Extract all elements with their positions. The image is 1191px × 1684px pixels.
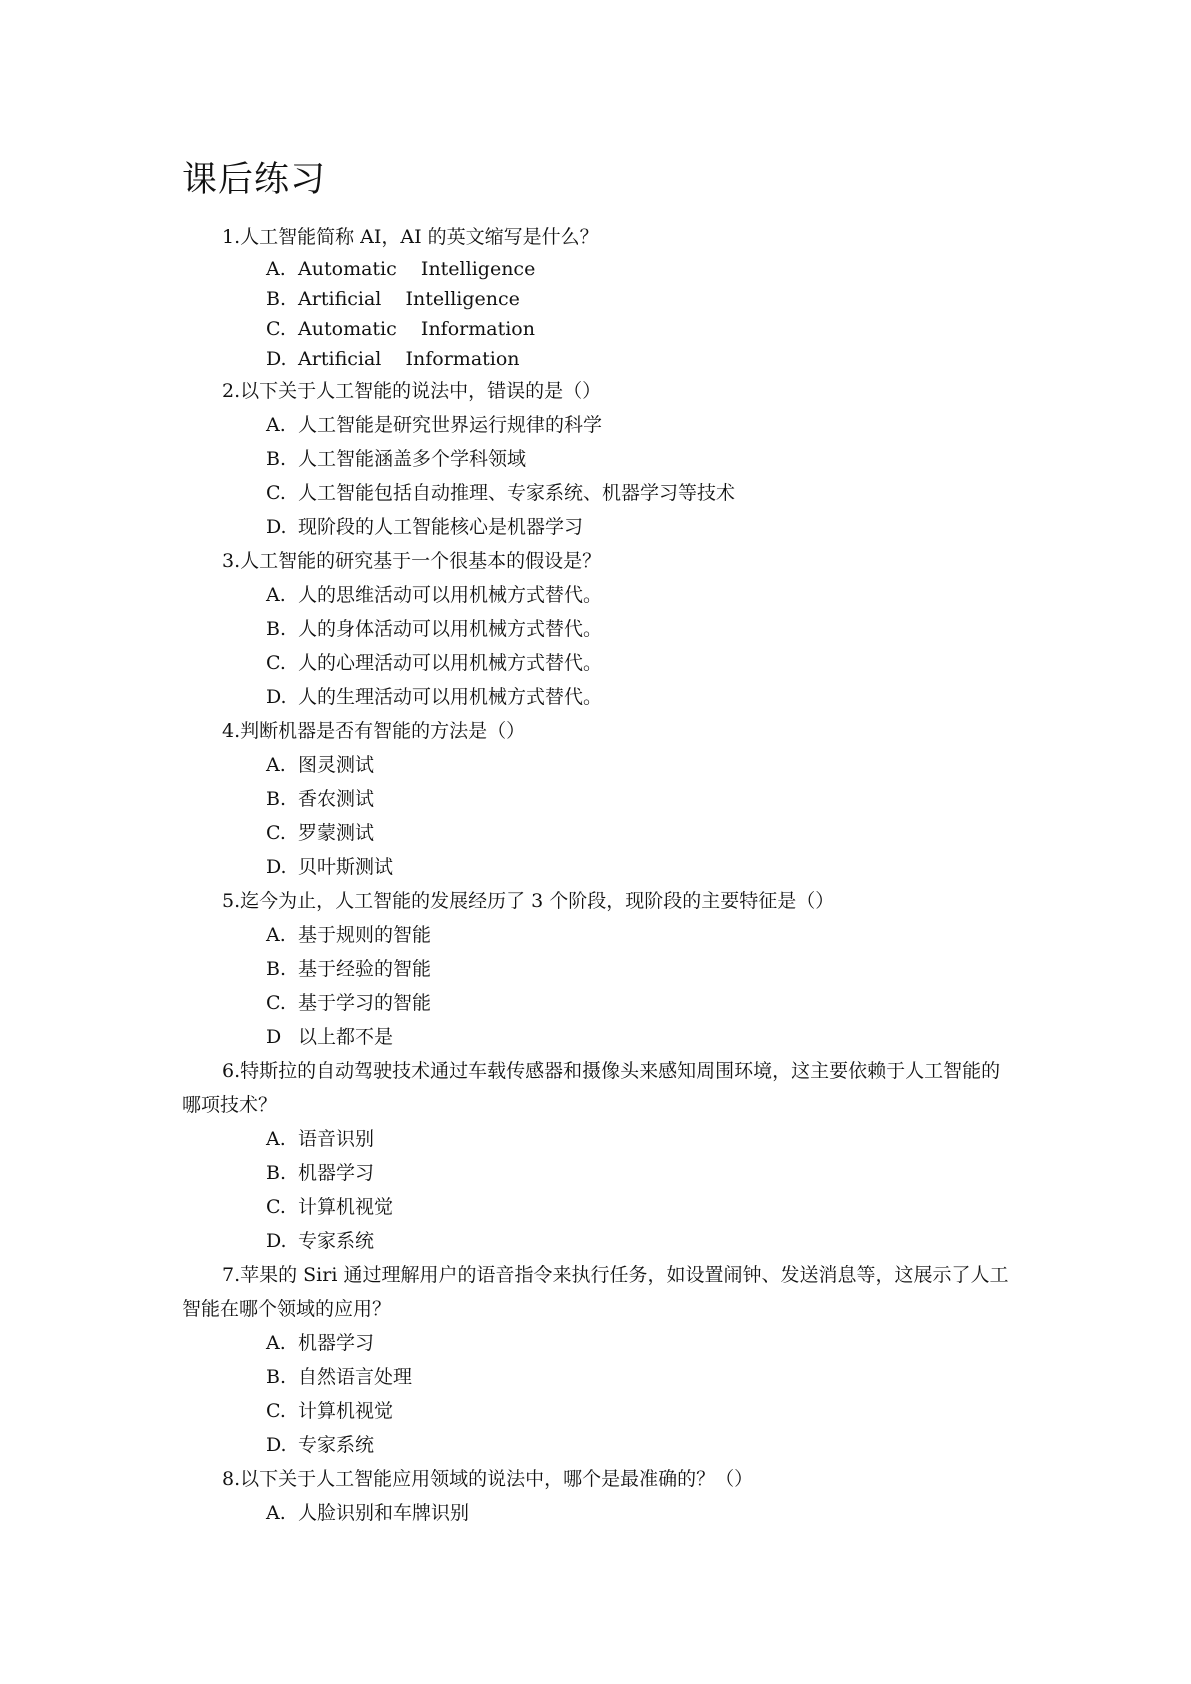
option-item — [266, 850, 1018, 884]
option-item — [266, 1224, 1018, 1258]
question-text: 5.迄今为止，人工智能的发展经历了 3 个阶段，现阶段的主要特征是（） — [222, 890, 835, 912]
option-item — [266, 748, 1018, 782]
option-text: 自然语言处理 — [298, 1366, 413, 1388]
option-list — [182, 748, 1018, 884]
option-item — [266, 782, 1018, 816]
question-text: 3.人工智能的研究基于一个很基本的假设是？ — [222, 550, 602, 572]
option-item — [266, 344, 1018, 374]
option-item — [266, 442, 1018, 476]
option-item — [266, 1190, 1018, 1224]
option-letter: A. — [266, 754, 286, 776]
option-item — [266, 680, 1018, 714]
option-text: 人的身体活动可以用机械方式替代。 — [298, 618, 603, 640]
option-item — [266, 612, 1018, 646]
option-list — [182, 578, 1018, 714]
option-item — [266, 952, 1018, 986]
option-text: Automatic Intelligence — [298, 258, 536, 280]
option-item — [266, 254, 1018, 284]
option-text: 人工智能包括自动推理、专家系统、机器学习等技术 — [298, 482, 736, 504]
option-letter: C. — [266, 992, 286, 1014]
option-text: Artificial Intelligence — [298, 288, 520, 310]
question-text: 1.人工智能简称 AI，AI 的英文缩写是什么？ — [222, 226, 599, 248]
option-text: 贝叶斯测试 — [298, 856, 394, 878]
option-text: 基于经验的智能 — [298, 958, 432, 980]
option-letter: A. — [266, 1502, 286, 1524]
option-letter: A. — [266, 924, 286, 946]
option-list — [182, 1496, 1018, 1530]
option-letter: D. — [266, 348, 287, 370]
question-item — [182, 220, 1018, 374]
option-letter: A. — [266, 1128, 286, 1150]
option-letter: B. — [266, 1366, 287, 1388]
option-item — [266, 476, 1018, 510]
question-item — [182, 374, 1018, 544]
option-text: 人的思维活动可以用机械方式替代。 — [298, 584, 603, 606]
option-text: 人脸识别和车牌识别 — [298, 1502, 470, 1524]
option-letter: C. — [266, 1400, 286, 1422]
option-text: Artificial Information — [298, 348, 520, 370]
option-text: Automatic Information — [298, 318, 535, 340]
question-text: 7.苹果的 Siri 通过理解用户的语音指令来执行任务，如设置闹钟、发送消息等，这展示了人工智能在哪个领域的应用？ — [182, 1264, 1009, 1320]
option-text: 现阶段的人工智能核心是机器学习 — [298, 516, 584, 538]
option-letter: B. — [266, 958, 287, 980]
option-item — [266, 1360, 1018, 1394]
option-letter: C. — [266, 482, 286, 504]
option-letter: D — [266, 1026, 282, 1048]
option-letter: D. — [266, 856, 287, 878]
option-list — [182, 254, 1018, 374]
option-text: 机器学习 — [298, 1332, 375, 1354]
question-text: 8.以下关于人工智能应用领域的说法中，哪个是最准确的？（） — [222, 1468, 754, 1490]
option-letter: D. — [266, 1434, 287, 1456]
option-text: 基于规则的智能 — [298, 924, 432, 946]
option-item — [266, 510, 1018, 544]
option-letter: D. — [266, 516, 287, 538]
option-item — [266, 1020, 1018, 1054]
option-letter: B. — [266, 288, 287, 310]
option-text: 机器学习 — [298, 1162, 375, 1184]
option-item — [266, 1394, 1018, 1428]
option-letter: D. — [266, 1230, 287, 1252]
option-text: 计算机视觉 — [298, 1196, 394, 1218]
option-item — [266, 408, 1018, 442]
option-list — [182, 1122, 1018, 1258]
option-letter: A. — [266, 414, 286, 436]
option-text: 人工智能是研究世界运行规律的科学 — [298, 414, 603, 436]
question-item — [182, 714, 1018, 884]
option-letter: B. — [266, 788, 287, 810]
option-letter: C. — [266, 652, 286, 674]
question-text: 2.以下关于人工智能的说法中，错误的是（） — [222, 380, 602, 402]
option-item — [266, 646, 1018, 680]
option-list — [182, 1326, 1018, 1462]
option-list — [182, 408, 1018, 544]
option-letter: C. — [266, 318, 286, 340]
option-item — [266, 1326, 1018, 1360]
option-item — [266, 1496, 1018, 1530]
option-item — [266, 1428, 1018, 1462]
option-text: 人的心理活动可以用机械方式替代。 — [298, 652, 603, 674]
option-item — [266, 986, 1018, 1020]
option-text: 计算机视觉 — [298, 1400, 394, 1422]
option-item — [266, 284, 1018, 314]
option-item — [266, 314, 1018, 344]
option-letter: A. — [266, 258, 286, 280]
question-text: 6.特斯拉的自动驾驶技术通过车载传感器和摄像头来感知周围环境，这主要依赖于人工智能的哪项技术？ — [182, 1060, 1001, 1116]
question-item — [182, 884, 1018, 1054]
option-text: 语音识别 — [298, 1128, 375, 1150]
option-item — [266, 918, 1018, 952]
option-letter: A. — [266, 584, 286, 606]
option-text: 人的生理活动可以用机械方式替代。 — [298, 686, 603, 708]
option-list — [182, 918, 1018, 1054]
option-letter: B. — [266, 1162, 287, 1184]
question-item — [182, 1462, 1018, 1530]
option-letter: B. — [266, 448, 287, 470]
question-item — [182, 544, 1018, 714]
page-title: 课后练习 — [182, 160, 327, 200]
option-text: 香农测试 — [298, 788, 375, 810]
option-text: 罗蒙测试 — [298, 822, 375, 844]
option-letter: C. — [266, 822, 286, 844]
question-item — [182, 1054, 1018, 1258]
option-text: 基于学习的智能 — [298, 992, 432, 1014]
question-item — [182, 1258, 1018, 1462]
option-item — [266, 816, 1018, 850]
option-text: 以上都不是 — [298, 1026, 394, 1048]
option-letter: B. — [266, 618, 287, 640]
option-text: 专家系统 — [298, 1434, 375, 1456]
question-text: 4.判断机器是否有智能的方法是（） — [222, 720, 526, 742]
option-letter: D. — [266, 686, 287, 708]
option-letter: C. — [266, 1196, 286, 1218]
question-list — [182, 220, 1018, 1530]
option-letter: A. — [266, 1332, 286, 1354]
option-text: 人工智能涵盖多个学科领域 — [298, 448, 527, 470]
option-item — [266, 1122, 1018, 1156]
option-item — [266, 1156, 1018, 1190]
option-text: 图灵测试 — [298, 754, 375, 776]
option-item — [266, 578, 1018, 612]
option-text: 专家系统 — [298, 1230, 375, 1252]
